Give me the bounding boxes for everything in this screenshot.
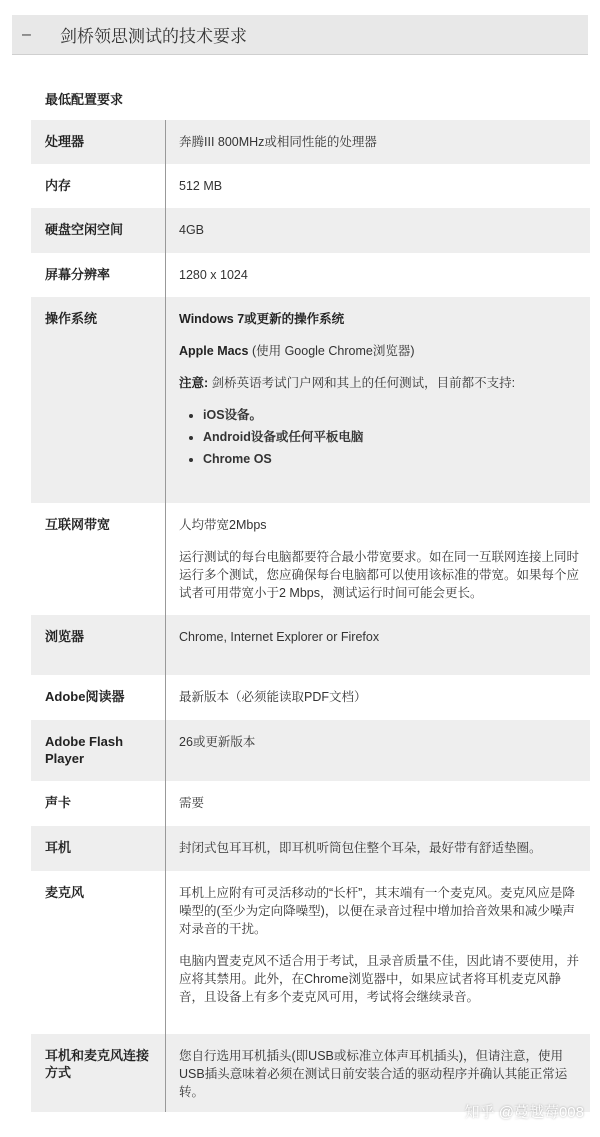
row-value: 需要 — [179, 796, 205, 810]
section-title: 剑桥领思测试的技术要求 — [60, 27, 247, 46]
table-row — [31, 675, 590, 720]
table-row — [31, 297, 590, 503]
row-label: 内存 — [45, 178, 72, 193]
column-divider — [165, 208, 166, 253]
row-value — [179, 310, 581, 472]
column-divider — [165, 720, 166, 781]
row-label: Adobe阅读器 — [45, 689, 125, 704]
row-value: 26或更新版本 — [179, 735, 256, 749]
table-row — [31, 720, 590, 781]
list-item: • iOS设备。 — [203, 406, 581, 424]
row-label: 操作系统 — [45, 311, 98, 326]
os-windows: Windows 7或更新的操作系统 — [179, 312, 345, 326]
table-row — [31, 781, 590, 826]
row-value: 4GB — [179, 223, 205, 237]
row-label: 屏幕分辨率 — [45, 267, 111, 282]
collapse-toggle-icon[interactable]: – — [22, 25, 31, 43]
column-divider — [165, 781, 166, 826]
note-label: 注意: — [179, 376, 209, 390]
table-row — [31, 615, 590, 675]
mic-requirement: 耳机上应附有可灵活移动的“长杆”，其末端有一个麦克风。麦克风应是降噪型的(至少为定向降噪型)，以便在录音过程中增加拾音效果和减少噪声对录音的干扰。 — [179, 886, 575, 936]
bandwidth-note: 运行测试的每台电脑都要符合最小带宽要求。如在同一互联网连接上同时运行多个测试，您应确保每台电脑都可以使用该标准的带宽。如果每个应试者可用带宽小于2 Mbps，测试运行时间可能会更长。 — [179, 550, 580, 600]
mic-note: 电脑内置麦克风不适合用于考试，且录音质量不佳，因此请不要使用，并应将其禁用。此外，在Chrome浏览器中，如果应试者将耳机麦克风静音，且设备上有多个麦克风可用，考试将会继续录音。 — [179, 954, 580, 1004]
os-mac-note: (使用 Google Chrome浏览器) — [248, 344, 415, 358]
os-mac-label: Apple Macs — [179, 344, 249, 358]
row-value: 您自行选用耳机插头(即USB或标准立体声耳机插头)，但请注意，使用USB插头意味着必须在测试日前安装合适的驱动程序并确认其能正常运转。 — [179, 1049, 568, 1099]
row-label: 处理器 — [45, 134, 85, 149]
row-value: 1280 x 1024 — [179, 268, 248, 282]
row-label: Adobe Flash Player — [45, 734, 124, 766]
note-text: 剑桥英语考试门户网和其上的任何测试，目前都不支持: — [208, 376, 516, 390]
table-row — [31, 871, 590, 1034]
row-value: 奔腾III 800MHz或相同性能的处理器 — [179, 135, 377, 149]
row-label: 声卡 — [45, 795, 72, 810]
table-row — [31, 164, 590, 208]
min-config-heading: 最低配置要求 — [45, 92, 124, 107]
table-row — [31, 826, 590, 871]
column-divider — [165, 615, 166, 675]
column-divider — [165, 164, 166, 208]
row-label: 麦克风 — [45, 885, 85, 900]
row-value: 封闭式包耳耳机，即耳机听筒包住整个耳朵，最好带有舒适垫圈。 — [179, 841, 542, 855]
column-divider — [165, 503, 166, 615]
table-row — [31, 503, 590, 615]
row-label: 互联网带宽 — [45, 517, 111, 532]
row-value — [179, 516, 581, 616]
unsupported-list — [179, 406, 581, 468]
requirements-table — [31, 120, 590, 1112]
row-value: 512 MB — [179, 179, 223, 193]
list-item: • Android设备或任何平板电脑 — [203, 428, 581, 446]
row-value: Chrome, Internet Explorer or Firefox — [179, 630, 380, 644]
column-divider — [165, 120, 166, 164]
column-divider — [165, 871, 166, 1034]
table-row — [31, 120, 590, 164]
column-divider — [165, 826, 166, 871]
list-item: • Chrome OS — [203, 450, 581, 468]
row-label: 硬盘空闲空间 — [45, 222, 124, 237]
column-divider — [165, 253, 166, 297]
row-label: 浏览器 — [45, 629, 85, 644]
table-row — [31, 253, 590, 297]
column-divider — [165, 297, 166, 503]
table-row — [31, 208, 590, 253]
bandwidth-value: 人均带宽2Mbps — [179, 518, 267, 532]
column-divider — [165, 675, 166, 720]
row-value: 最新版本（必须能读取PDF文档） — [179, 690, 367, 704]
row-value — [179, 884, 581, 1020]
column-divider — [165, 1034, 166, 1112]
row-label: 耳机和麦克风连接方式 — [45, 1048, 150, 1080]
row-label: 耳机 — [45, 840, 72, 855]
section-header[interactable] — [12, 15, 588, 55]
watermark: 知乎 @蔓越莓008 — [464, 1104, 584, 1121]
